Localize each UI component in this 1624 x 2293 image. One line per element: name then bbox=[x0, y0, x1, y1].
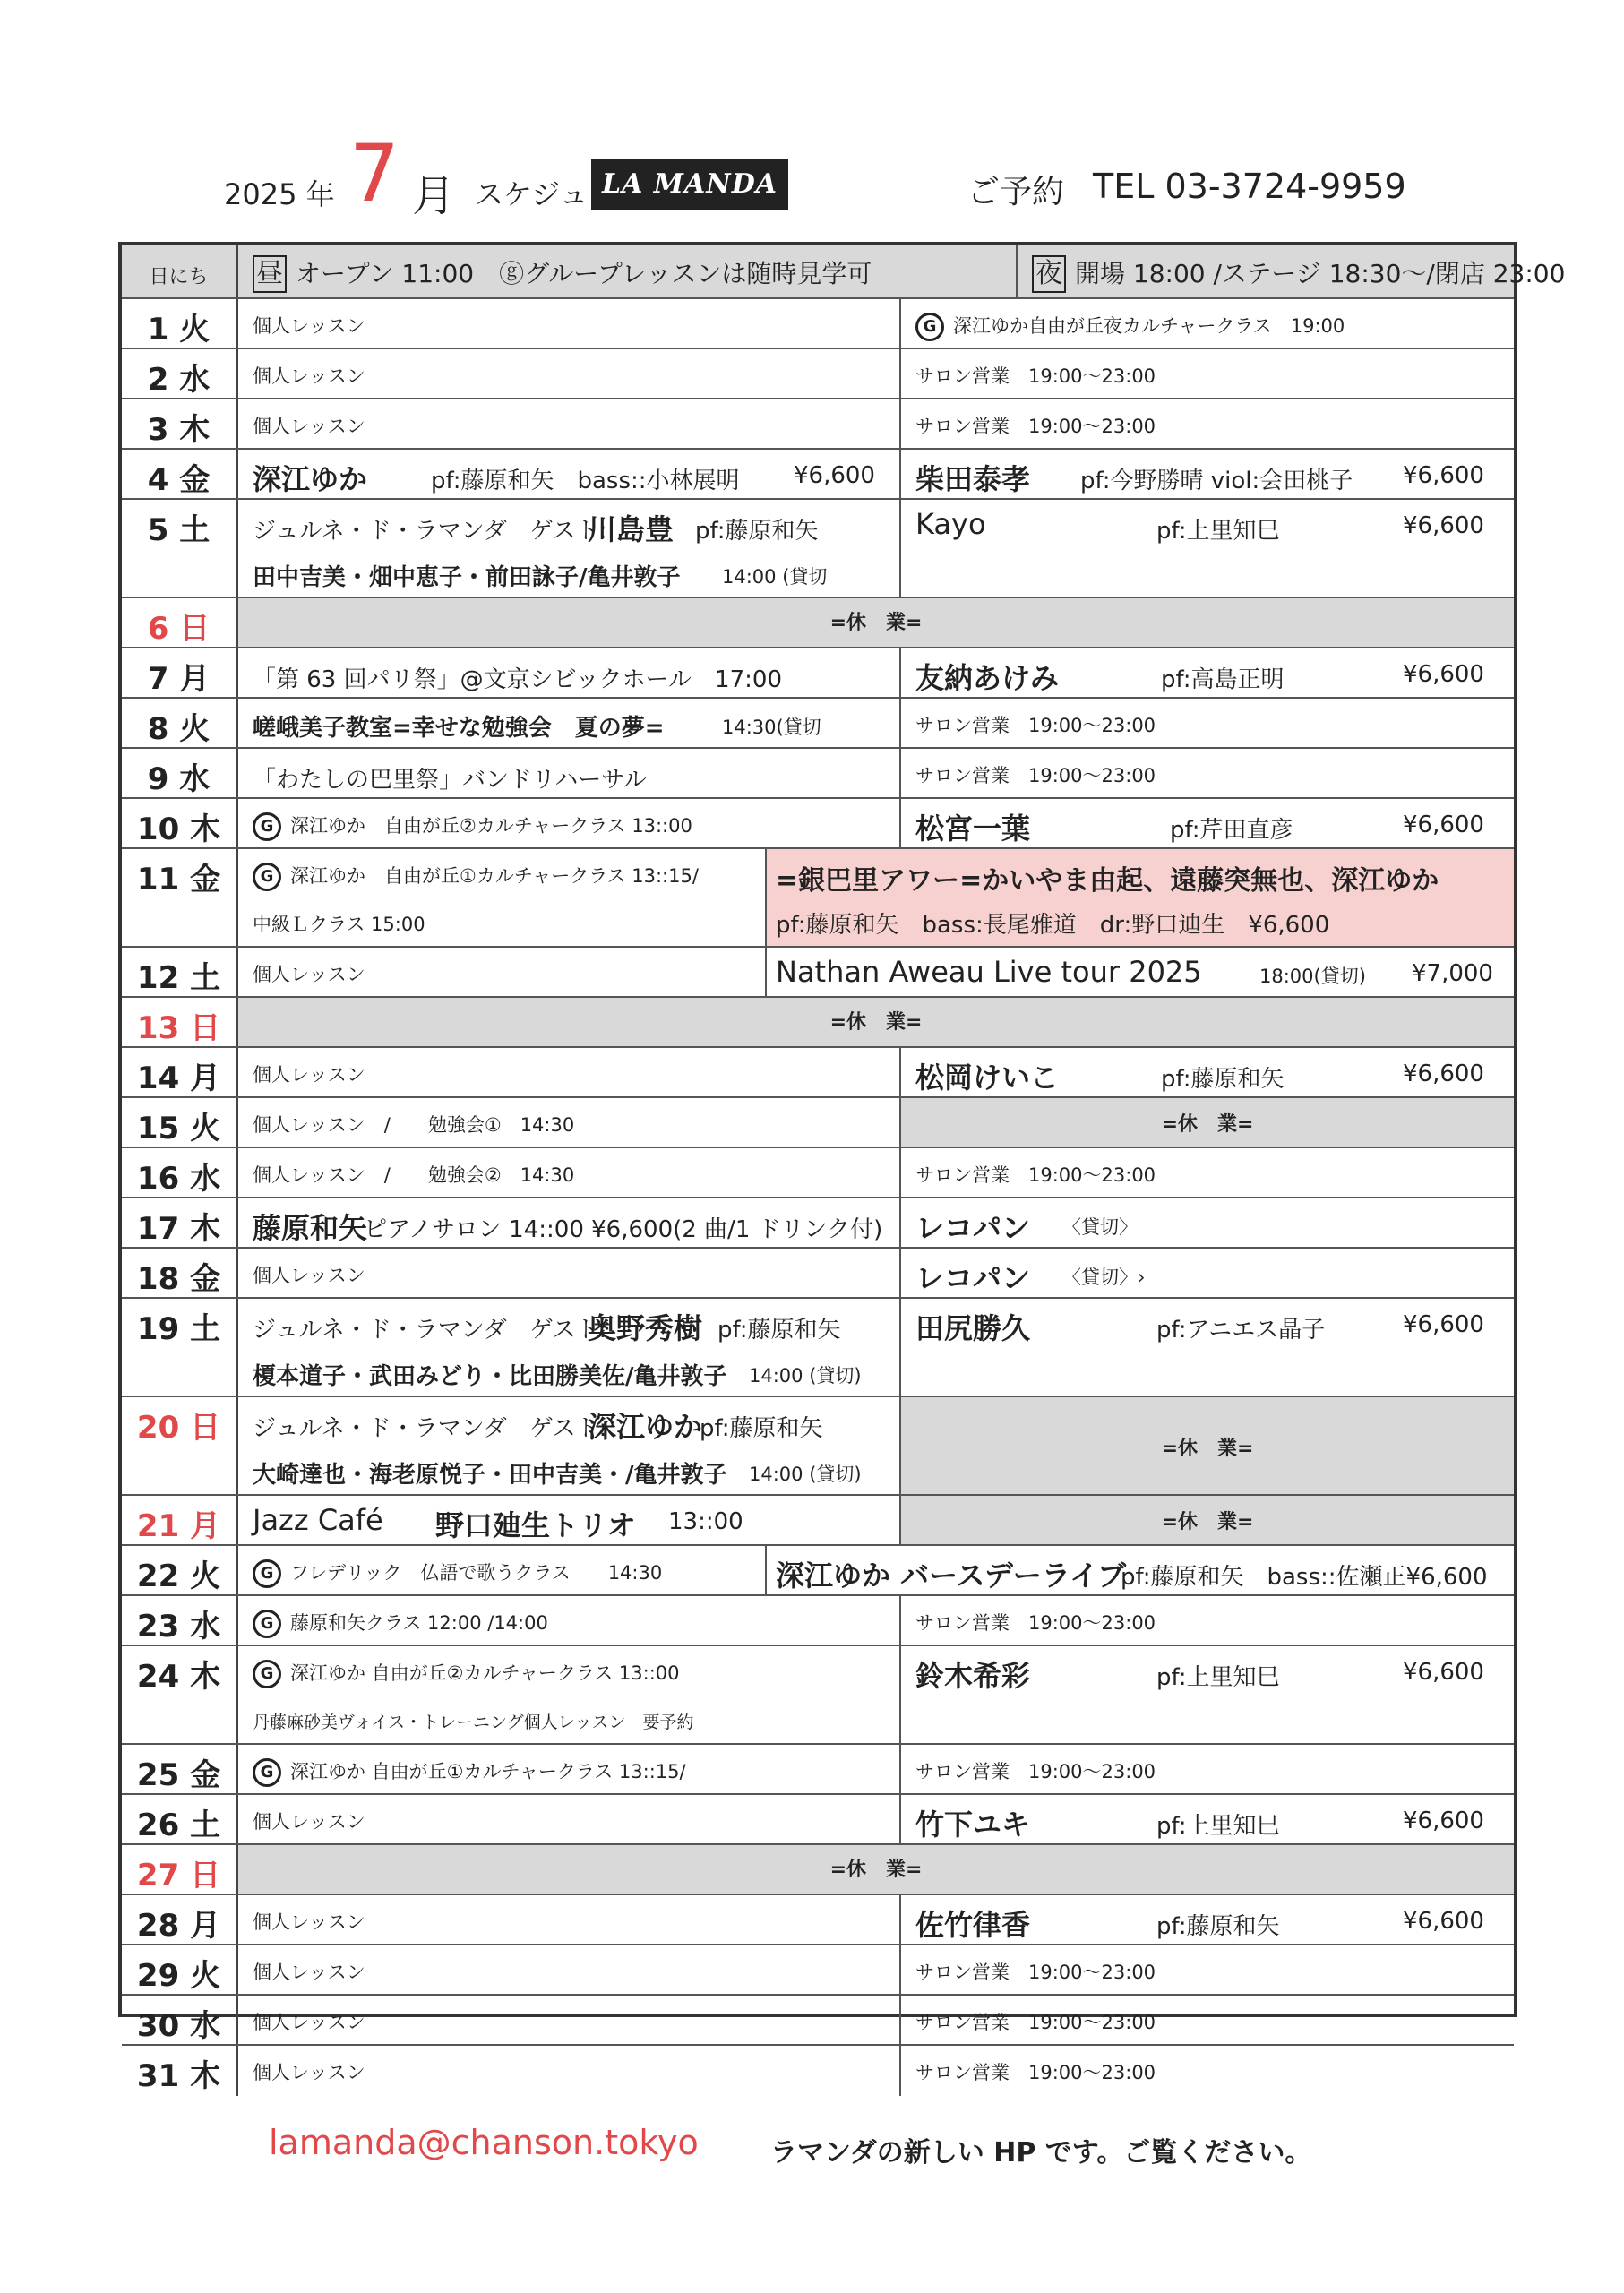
closed-label: =休 業= bbox=[1161, 1511, 1254, 1533]
day-text: 個人レッスン bbox=[253, 315, 365, 337]
date-cell bbox=[122, 749, 238, 797]
date-cell bbox=[122, 998, 238, 1046]
table-row bbox=[122, 299, 1514, 349]
date-column-header bbox=[122, 245, 238, 297]
header-month-suffix: 月 bbox=[412, 171, 456, 221]
table-row bbox=[122, 1198, 1514, 1249]
night-text: サロン営業 19:00〜23:00 bbox=[915, 765, 1156, 786]
night-cell bbox=[901, 1996, 1514, 2044]
day-text: 藤原和矢クラス 12:00 /14:00 bbox=[290, 1612, 548, 1634]
header-tel: TEL 03-3724-9959 bbox=[1093, 167, 1406, 206]
circle-g-icon: G bbox=[253, 1660, 281, 1688]
event-title: ジュルネ・ド・ラマンダ ゲスト: bbox=[253, 1415, 607, 1442]
night-cell bbox=[901, 1299, 1514, 1396]
date-label: 2 水 bbox=[147, 362, 211, 398]
date-label: 10 木 bbox=[136, 812, 221, 847]
table-row bbox=[122, 1299, 1514, 1397]
day-cell bbox=[238, 299, 901, 348]
table-row bbox=[122, 349, 1514, 399]
price: ¥6,600 bbox=[794, 462, 875, 489]
day-cell bbox=[238, 1148, 901, 1197]
date-cell bbox=[122, 1945, 238, 1994]
table-row bbox=[122, 399, 1514, 450]
date-label: 28 月 bbox=[136, 1908, 221, 1944]
price: ¥6,600 bbox=[1403, 812, 1484, 838]
day-text: 個人レッスン bbox=[253, 416, 365, 437]
date-cell bbox=[122, 948, 238, 996]
table-row bbox=[122, 450, 1514, 500]
performer-name: Nathan Aweau Live tour 2025 bbox=[776, 955, 1202, 989]
closed-label: =休 業= bbox=[829, 612, 923, 634]
performers: 大崎達也・海老原悦子・田中吉美・/亀井敦子 bbox=[253, 1462, 727, 1489]
musicians: pf:上里知巳 bbox=[1156, 1664, 1280, 1691]
day-text: 深江ゆか 自由が丘②カルチャークラス 13::00 bbox=[290, 1662, 680, 1684]
price: ¥6,600 bbox=[1403, 1061, 1484, 1087]
day-text: 「わたしの巴里祭」バンドリハーサル bbox=[253, 767, 647, 794]
day-cell bbox=[238, 2046, 901, 2096]
table-row bbox=[122, 2046, 1514, 2096]
date-cell bbox=[122, 1596, 238, 1645]
table-row bbox=[122, 1646, 1514, 1745]
circle-g-icon: G bbox=[253, 863, 281, 891]
table-row bbox=[122, 849, 1514, 948]
date-label: 14 月 bbox=[136, 1061, 221, 1096]
day-cell bbox=[238, 1098, 901, 1146]
table-row bbox=[122, 598, 1514, 648]
day-cell bbox=[238, 849, 767, 946]
closed-label: =休 業= bbox=[1161, 1438, 1254, 1460]
closed-cell bbox=[238, 598, 1514, 647]
musicians: pf:藤原和矢 bbox=[700, 1415, 823, 1442]
price: ¥6,600 bbox=[1403, 661, 1484, 688]
date-label: 9 水 bbox=[147, 761, 211, 797]
event-detail: ピアノサロン 14::00 ¥6,600(2 曲/1 ドリンク付) bbox=[364, 1216, 883, 1243]
night-cell bbox=[901, 799, 1514, 847]
night-label-box: 夜 bbox=[1032, 255, 1066, 293]
day-column-header bbox=[238, 245, 1018, 297]
date-cell bbox=[122, 1299, 238, 1396]
night-text: サロン営業 19:00〜23:00 bbox=[915, 2012, 1156, 2033]
night-column-header bbox=[1018, 245, 1566, 297]
circle-g-icon: G bbox=[915, 313, 944, 341]
musicians: pf:上里知巳 bbox=[1156, 518, 1280, 545]
day-cell bbox=[238, 1198, 901, 1247]
day-cell bbox=[238, 1596, 901, 1645]
day-cell bbox=[238, 1646, 901, 1743]
day-text: 個人レッスン bbox=[253, 1962, 365, 1983]
musicians: pf:上里知巳 bbox=[1156, 1813, 1280, 1840]
day-cell bbox=[238, 648, 901, 697]
night-cell bbox=[901, 1596, 1514, 1645]
date-column-label: 日にち bbox=[149, 266, 209, 288]
event-time: 14:00 (貸切 bbox=[722, 566, 828, 588]
price: ¥6,600 bbox=[1403, 1908, 1484, 1935]
date-label: 1 火 bbox=[147, 312, 211, 348]
day-text-2: 丹藤麻砂美ヴォイス・トレーニング個人レッスン 要予約 bbox=[253, 1713, 694, 1732]
price: ¥6,600 bbox=[1403, 462, 1484, 489]
date-cell bbox=[122, 598, 238, 647]
musicians: pf:藤原和矢 bass::佐瀬正¥6,600 bbox=[1121, 1564, 1488, 1591]
day-cell bbox=[238, 699, 901, 747]
date-cell bbox=[122, 1895, 238, 1944]
table-header-row bbox=[122, 245, 1566, 299]
table-row bbox=[122, 1397, 1514, 1496]
performer-name: Kayo bbox=[915, 507, 986, 541]
date-label: 6 日 bbox=[147, 611, 211, 647]
night-text: サロン営業 19:00〜23:00 bbox=[915, 1962, 1156, 1983]
day-text: 深江ゆか 自由が丘②カルチャークラス 13::00 bbox=[290, 815, 692, 837]
performer-name: 友納あけみ bbox=[915, 661, 1060, 695]
day-text: 個人レッスン bbox=[253, 1064, 365, 1086]
circle-g-icon: G bbox=[253, 812, 281, 841]
date-cell bbox=[122, 349, 238, 398]
date-label: 13 日 bbox=[136, 1010, 221, 1046]
performer-name: 野口廸生トリオ bbox=[435, 1508, 636, 1542]
day-text-2: 中級Ｌクラス 15:00 bbox=[253, 914, 425, 935]
night-text: サロン営業 19:00〜23:00 bbox=[915, 1761, 1156, 1782]
la-manda-logo: LA MANDA bbox=[591, 159, 788, 210]
day-cell bbox=[238, 349, 901, 398]
day-text: 「第 63 回パリ祭」@文京シビックホール 17:00 bbox=[253, 666, 782, 693]
closed-label: =休 業= bbox=[1161, 1113, 1254, 1136]
date-label: 18 金 bbox=[136, 1261, 221, 1297]
closed-cell bbox=[901, 1496, 1514, 1544]
date-label: 17 木 bbox=[136, 1211, 221, 1247]
table-row bbox=[122, 1048, 1514, 1098]
day-cell bbox=[238, 749, 901, 797]
musicians: pf:藤原和矢 bbox=[1161, 1066, 1285, 1093]
day-cell bbox=[238, 1895, 901, 1944]
date-cell bbox=[122, 1546, 238, 1594]
header-year: 2025 年 bbox=[224, 177, 335, 211]
event-title: =銀巴里アワー=かいやま由起、遠藤突無也、深江ゆか bbox=[776, 865, 1439, 897]
performer-name: 藤原和矢 bbox=[253, 1211, 368, 1245]
date-cell bbox=[122, 1845, 238, 1894]
event-title: Jazz Café bbox=[253, 1503, 383, 1537]
night-cell bbox=[901, 1249, 1514, 1297]
night-cell bbox=[901, 699, 1514, 747]
day-cell bbox=[238, 948, 767, 996]
closed-label: =休 業= bbox=[829, 1011, 923, 1034]
day-cell bbox=[238, 799, 901, 847]
guest-name: 川島豊 bbox=[588, 512, 675, 546]
night-cell bbox=[901, 2046, 1514, 2096]
header-reserve: ご予約 bbox=[967, 174, 1065, 210]
price: ¥6,600 bbox=[1403, 512, 1484, 539]
date-label: 15 火 bbox=[136, 1111, 221, 1146]
night-text: サロン営業 19:00〜23:00 bbox=[915, 416, 1156, 437]
date-cell bbox=[122, 1148, 238, 1197]
night-cell bbox=[901, 500, 1514, 597]
event-time: 18:00(貸切) bbox=[1259, 966, 1366, 987]
circle-g-icon: G bbox=[253, 1610, 281, 1638]
night-cell bbox=[901, 1795, 1514, 1843]
day-cell bbox=[238, 1249, 901, 1297]
circle-g-icon: G bbox=[253, 1758, 281, 1787]
performer-name: 佐竹律香 bbox=[915, 1908, 1031, 1942]
day-text: 深江ゆか 自由が丘①カルチャークラス 13::15/ bbox=[290, 1761, 686, 1782]
table-row bbox=[122, 1945, 1514, 1996]
table-row bbox=[122, 1596, 1514, 1646]
day-text: 個人レッスン bbox=[253, 1811, 365, 1833]
date-label: 23 水 bbox=[136, 1609, 221, 1645]
price: ¥6,600 bbox=[1403, 1311, 1484, 1338]
guest-name: 奥野秀樹 bbox=[588, 1311, 703, 1345]
performer-name: 松岡けいこ bbox=[915, 1061, 1060, 1095]
event-time: 〈貸切〉› bbox=[1062, 1267, 1146, 1288]
day-cell bbox=[238, 1996, 901, 2044]
day-cell bbox=[238, 1048, 901, 1096]
table-row bbox=[122, 1895, 1514, 1945]
day-label-box: 昼 bbox=[253, 255, 287, 293]
date-cell bbox=[122, 1745, 238, 1793]
night-cell bbox=[901, 1646, 1514, 1743]
night-cell bbox=[901, 1745, 1514, 1793]
night-cell bbox=[901, 399, 1514, 448]
musicians: pf:今野勝晴 viol:会田桃子 bbox=[1080, 468, 1353, 494]
day-text: 個人レッスン / 勉強会① 14:30 bbox=[253, 1114, 575, 1136]
event-time: 14:30(貸切 bbox=[722, 717, 821, 738]
date-label: 11 金 bbox=[136, 862, 221, 897]
date-label: 20 日 bbox=[136, 1410, 221, 1446]
date-cell bbox=[122, 1397, 238, 1494]
table-row bbox=[122, 799, 1514, 849]
night-text: サロン営業 19:00〜23:00 bbox=[915, 2062, 1156, 2083]
night-text: サロン営業 19:00〜23:00 bbox=[915, 715, 1156, 736]
date-cell bbox=[122, 1646, 238, 1743]
date-cell bbox=[122, 500, 238, 597]
table-row bbox=[122, 948, 1514, 998]
night-cell bbox=[901, 450, 1514, 498]
day-cell bbox=[238, 399, 901, 448]
event-time: 13::00 bbox=[668, 1508, 743, 1535]
price: ¥6,600 bbox=[1403, 1808, 1484, 1834]
performers: 田中吉美・畑中恵子・前田詠子/亀井敦子 bbox=[253, 564, 681, 591]
table-row bbox=[122, 1745, 1514, 1795]
night-cell bbox=[901, 1198, 1514, 1247]
performer-name: 竹下ユキ bbox=[915, 1808, 1031, 1842]
night-cell bbox=[901, 749, 1514, 797]
table-row bbox=[122, 998, 1514, 1048]
event-title: ジュルネ・ド・ラマンダ ゲスト: bbox=[253, 1317, 607, 1344]
day-text: フレデリック 仏語で歌うクラス 14:30 bbox=[290, 1562, 663, 1584]
musicians: pf:高島正明 bbox=[1161, 666, 1285, 693]
date-cell bbox=[122, 1996, 238, 2044]
circle-g-icon: G bbox=[253, 1559, 281, 1588]
table-row bbox=[122, 648, 1514, 699]
table-row bbox=[122, 500, 1514, 598]
night-cell bbox=[901, 1895, 1514, 1944]
event-time: 14:00 (貸切) bbox=[749, 1464, 862, 1485]
footer-email-link[interactable]: lamanda@chanson.tokyo bbox=[269, 2123, 699, 2162]
date-label: 12 土 bbox=[136, 960, 221, 996]
table-row bbox=[122, 699, 1514, 749]
date-cell bbox=[122, 399, 238, 448]
date-label: 19 土 bbox=[136, 1311, 221, 1347]
closed-cell bbox=[238, 1845, 1514, 1894]
day-text: 個人レッスン bbox=[253, 2012, 365, 2033]
day-header-text: オープン 11:00 ⓖグループレッスンは随時見学可 bbox=[296, 259, 872, 288]
table-row bbox=[122, 1148, 1514, 1198]
day-cell bbox=[238, 1745, 901, 1793]
event-time: 14:00 (貸切) bbox=[749, 1365, 862, 1387]
night-cell bbox=[901, 299, 1514, 348]
night-cell bbox=[901, 1148, 1514, 1197]
closed-cell bbox=[238, 998, 1514, 1046]
night-cell bbox=[767, 948, 1514, 996]
day-cell bbox=[238, 1299, 901, 1396]
date-cell bbox=[122, 1048, 238, 1096]
night-cell bbox=[901, 1048, 1514, 1096]
footer-note: ラマンダの新しい HP です。ご覧ください。 bbox=[770, 2137, 1312, 2168]
day-text: 個人レッスン bbox=[253, 2062, 365, 2083]
date-cell bbox=[122, 2046, 238, 2096]
date-label: 30 水 bbox=[136, 2008, 221, 2044]
performers: 榎本道子・武田みどり・比田勝美佐/亀井敦子 bbox=[253, 1363, 727, 1390]
date-cell bbox=[122, 1795, 238, 1843]
table-row bbox=[122, 1996, 1514, 2046]
date-label: 8 火 bbox=[147, 711, 211, 747]
header-schedule: スケジュ bbox=[475, 177, 589, 211]
day-cell bbox=[238, 1496, 901, 1544]
price: ¥6,600 bbox=[1403, 1659, 1484, 1686]
table-row bbox=[122, 1496, 1514, 1546]
night-header-text: 開場 18:00 /ステージ 18:30〜/閉店 23:00 bbox=[1075, 259, 1566, 288]
musicians: pf:藤原和矢 bbox=[695, 518, 819, 545]
date-label: 16 水 bbox=[136, 1161, 221, 1197]
date-cell bbox=[122, 1098, 238, 1146]
night-text: サロン営業 19:00〜23:00 bbox=[915, 1612, 1156, 1634]
day-text: 個人レッスン bbox=[253, 964, 365, 985]
event-title: 嵯峨美子教室=幸せな勉強会 夏の夢= bbox=[253, 715, 665, 742]
musicians: pf:藤原和矢 bbox=[717, 1317, 841, 1344]
page-footer bbox=[269, 2123, 1433, 2177]
date-cell bbox=[122, 299, 238, 348]
date-label: 5 土 bbox=[147, 512, 211, 548]
performer-name: 深江ゆか バースデーライブ bbox=[776, 1559, 1126, 1593]
date-label: 31 木 bbox=[136, 2058, 221, 2094]
closed-cell bbox=[901, 1397, 1514, 1494]
table-row bbox=[122, 749, 1514, 799]
performer-name: レコパン bbox=[915, 1211, 1031, 1245]
day-text: 個人レッスン bbox=[253, 1265, 365, 1286]
day-cell bbox=[238, 1546, 767, 1594]
date-cell bbox=[122, 1198, 238, 1247]
date-cell bbox=[122, 699, 238, 747]
day-text: 個人レッスン bbox=[253, 365, 365, 387]
date-label: 21 月 bbox=[136, 1508, 221, 1544]
day-text: 深江ゆか 自由が丘①カルチャークラス 13::15/ bbox=[290, 865, 699, 887]
closed-label: =休 業= bbox=[829, 1859, 923, 1881]
musicians: pf:藤原和矢 bbox=[1156, 1913, 1280, 1940]
table-row bbox=[122, 1795, 1514, 1845]
day-cell bbox=[238, 1945, 901, 1994]
day-text: 個人レッスン bbox=[253, 1911, 365, 1933]
musicians: pf:アニエス晶子 bbox=[1156, 1317, 1326, 1344]
table-row bbox=[122, 1546, 1514, 1596]
date-label: 3 木 bbox=[147, 412, 211, 448]
day-text: 個人レッスン / 勉強会② 14:30 bbox=[253, 1164, 575, 1186]
day-cell bbox=[238, 500, 901, 597]
price: ¥7,000 bbox=[1412, 960, 1493, 987]
date-label: 27 日 bbox=[136, 1858, 221, 1894]
date-cell bbox=[122, 1496, 238, 1544]
night-text: サロン営業 19:00〜23:00 bbox=[915, 365, 1156, 387]
musicians: pf:藤原和矢 bass:長尾雅道 dr:野口迪生 ¥6,600 bbox=[776, 912, 1330, 939]
night-cell-highlight bbox=[767, 849, 1514, 946]
date-label: 22 火 bbox=[136, 1559, 221, 1594]
date-label: 7 月 bbox=[147, 661, 211, 697]
table-row bbox=[122, 1098, 1514, 1148]
date-label: 29 火 bbox=[136, 1958, 221, 1994]
night-text: 深江ゆか自由が丘夜カルチャークラス 19:00 bbox=[953, 315, 1345, 337]
event-title: ジュルネ・ド・ラマンダ ゲスト: bbox=[253, 518, 607, 545]
closed-cell bbox=[901, 1098, 1514, 1146]
date-cell bbox=[122, 799, 238, 847]
date-label: 25 金 bbox=[136, 1757, 221, 1793]
date-label: 4 金 bbox=[147, 462, 211, 498]
table-row bbox=[122, 1249, 1514, 1299]
date-label: 26 土 bbox=[136, 1808, 221, 1843]
performer-name: 深江ゆか bbox=[253, 462, 368, 496]
event-time: 〈貸切〉 bbox=[1062, 1216, 1138, 1238]
guest-name: 深江ゆか bbox=[588, 1410, 703, 1444]
musicians: pf:芹田直彦 bbox=[1170, 817, 1293, 844]
day-cell bbox=[238, 450, 901, 498]
date-label: 24 木 bbox=[136, 1659, 221, 1695]
date-cell bbox=[122, 450, 238, 498]
night-cell bbox=[901, 648, 1514, 697]
night-cell bbox=[767, 1546, 1514, 1594]
day-cell bbox=[238, 1397, 901, 1494]
musicians: pf:藤原和矢 bass::小林展明 bbox=[431, 468, 740, 494]
performer-name: 田尻勝久 bbox=[915, 1311, 1031, 1345]
schedule-table bbox=[118, 242, 1566, 2094]
performer-name: 鈴木希彩 bbox=[915, 1659, 1031, 1693]
night-cell bbox=[901, 349, 1514, 398]
performer-name: 柴田泰孝 bbox=[915, 462, 1031, 496]
header-month: 7 bbox=[349, 127, 400, 219]
date-cell bbox=[122, 1249, 238, 1297]
night-cell bbox=[901, 1945, 1514, 1994]
date-cell bbox=[122, 849, 238, 946]
performer-name: 松宮一葉 bbox=[915, 812, 1031, 846]
table-row bbox=[122, 1845, 1514, 1895]
date-cell bbox=[122, 648, 238, 697]
performer-name: レコパン bbox=[915, 1261, 1031, 1295]
night-text: サロン営業 19:00〜23:00 bbox=[915, 1164, 1156, 1186]
page-header bbox=[224, 127, 1424, 233]
day-cell bbox=[238, 1795, 901, 1843]
